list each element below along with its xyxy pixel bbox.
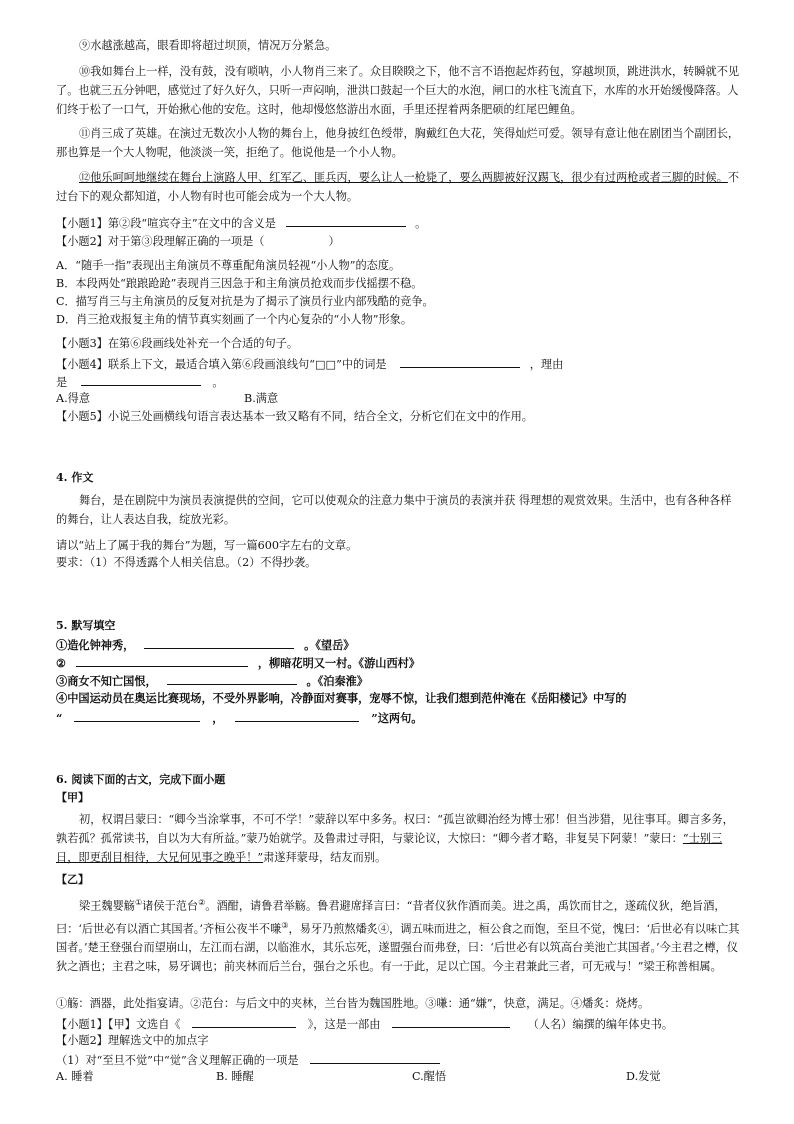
- answer-blank[interactable]: [286, 214, 406, 227]
- essay-prompt: 请以“站上了属于我的舞台”为题，写一篇600字左右的文章。: [56, 539, 358, 552]
- dictation-line-5: “ ， ”这两句。: [56, 711, 423, 725]
- classical-question-2-1: （1）对“至旦不觉”中“觉”含义理解正确的一项是: [56, 1051, 440, 1069]
- answer-blank[interactable]: [235, 709, 359, 722]
- answer-blank[interactable]: [81, 373, 201, 386]
- classical-question-1: 【小题1】【甲】文选自《 》，这是一部由 （人名）编撰的编年体史书。: [56, 1015, 673, 1033]
- question-1: 【小题1】第②段“喧宾夺主”在文中的含义是 。: [56, 214, 426, 232]
- answer-blank[interactable]: [392, 1015, 510, 1028]
- essay-requirements: 要求：（1）不得透露个人相关信息。（2）不得抄袭。: [56, 556, 317, 569]
- question-2-option-a: A．“随手一指”表现出主角演员不尊重配角演员轻视“小人物”的态度。: [56, 259, 401, 272]
- answer-blank[interactable]: [400, 355, 520, 368]
- question-2: 【小题2】对于第③段理解正确的一项是（ ）: [56, 235, 340, 248]
- question-4: 【小题4】联系上下文，最适合填入第⑥段画浪线句“□□”中的词是 ，理由: [56, 355, 563, 373]
- story-paragraph-12-rest: 不过台下的观众都知道，小人物有时也可能会成为一个大人物。: [56, 171, 740, 203]
- question-2-option-d: D．肖三抢戏报复主角的情节真实刻画了一个内心复杂的“小人物”形象。: [56, 313, 413, 326]
- option-a: A. 睡着: [56, 1070, 94, 1083]
- essay-heading: 4. 作文: [56, 471, 94, 484]
- dictation-line-1: ①造化钟神秀， 。《望岳》: [56, 638, 355, 652]
- question-4-line-2: 是 。: [56, 373, 224, 391]
- answer-blank[interactable]: [192, 1015, 296, 1028]
- answer-blank[interactable]: [167, 672, 297, 685]
- story-paragraph-12: [56, 168, 740, 206]
- question-3: 【小题3】在第⑥段画线处补充一个合适的句子。: [56, 337, 299, 350]
- essay-intro: 舞台，是在剧院中为演员表演提供的空间，它可以使观众的注意力集中于演员的表演并获 得理想的观赏效果。生活中，也有各种各样的舞台，让人表达自我，绽放光彩。: [56, 494, 732, 526]
- option-b: B. 睡醒: [216, 1070, 254, 1083]
- answer-blank[interactable]: [76, 654, 248, 667]
- answer-blank[interactable]: [144, 636, 294, 649]
- passage-yi-label: 【乙】: [56, 873, 89, 886]
- answer-blank[interactable]: [310, 1051, 440, 1064]
- classical-options: [56, 1069, 661, 1085]
- option-d: D.发觉: [626, 1070, 661, 1083]
- option-c: C.醒悟: [412, 1070, 447, 1083]
- dictation-line-4: ④中国运动员在奥运比赛现场，不受外界影响，冷静面对赛事，宠辱不惊，让我们想到范仲淹在《岳阳楼记》中写的: [56, 691, 627, 705]
- answer-blank[interactable]: [74, 709, 200, 722]
- story-paragraph-9: ⑨水越涨越高，眼看即将超过坝顶，情况万分紧急。: [79, 39, 337, 52]
- underlined-sentence: ⑫他乐呵呵地继续在舞台上演路人甲、红军乙、匪兵丙，要么让人一枪毙了，要么两脚被好汉踢飞，很少有过两枪或者三脚的时候。: [79, 171, 728, 184]
- question-4-options: A.得意 B.满意: [56, 392, 279, 405]
- classical-question-2: 【小题2】理解选文中的加点字: [56, 1034, 209, 1047]
- dictation-line-3: ③商女不知亡国恨， 。《泊秦淮》: [56, 674, 369, 688]
- underlined-sentence: “士别三日，即更刮目相待，大兄何见事之晚乎！”: [56, 832, 723, 864]
- question-2-option-c: C．描写肖三与主角演员的反复对抗是为了揭示了演员行业内部残酷的竞争。: [56, 295, 434, 308]
- question-5: 【小题5】小说三处画横线句语言表达基本一致又略有不同，结合全文，分析它们在文中的作用。: [56, 410, 533, 423]
- passage-yi: 梁王魏婴觞①诸侯于范台②。酒酣，请鲁君举觞。鲁君避席择言曰：“昔者仪狄作酒而美。进之禹，禹饮而甘之，遂疏仪狄，绝旨酒，曰：‘后世必有以酒亡其国者。’齐桓公夜半不嗛③，易牙乃煎熬燔炙④，调五味而进之，桓公食之而饱，至旦不觉，愧曰：‘后世必有以味亡其国者。’楚王登强台而望崩山，左江而右湖，以临淮水，其乐忘死，遂盟强台而弗登，曰：‘后世必有以筑高台美池亡其国者。’今主君之樽，仪狄之酒也；主君之味，易牙调也；前夹林而后兰台，强台之乐也。有一于此，足以亡国。今主君兼此三者，可无戒与！”梁王称善相属。: [56, 898, 740, 974]
- classical-heading: 6. 阅读下面的古文，完成下面小题: [56, 773, 226, 786]
- question-2-option-b: B．本段两处“踉踉跄跄”表现肖三因急于和主角演员抢戏而步伐摇摆不稳。: [56, 277, 423, 290]
- annotations: ①觞：酒器，此处指宴请。②范台：与后文中的夹林，兰台皆为魏国胜地。③嗛：通“嫌”，快意，满足。④燔炙：烧烤。: [56, 997, 650, 1010]
- dictation-line-2: ② ，柳暗花明又一村。《游山西村》: [56, 656, 421, 670]
- story-paragraph-11: ⑪肖三成了英雄。在演过无数次小人物的舞台上，他身披红色绶带，胸戴红色大花，笑得灿烂可爱。领导有意让他在剧团当个副团长，那也算是一个大人物呢，他淡淡一笑，拒绝了。他说他是一个小人物。: [56, 127, 740, 159]
- passage-jia: 初，权谓吕蒙曰：“卿今当涂掌事，不可不学！”蒙辞以军中多务。权曰：“孤岂欲卿治经为博士邪！但当涉猎，见往事耳。卿言多务，孰若孤？孤常读书，自以为大有所益。”蒙乃始就学。及鲁肃过寻阳，与蒙论议，大惊曰：“卿今者才略，非复吴下阿蒙！”蒙曰：“士别三日，即更刮目相待，大兄何见事之晚乎！”肃遂拜蒙母，结友而别。: [56, 813, 734, 864]
- passage-jia-label: 【甲】: [56, 791, 89, 804]
- story-paragraph-10: ⑩我如舞台上一样，没有鼓，没有唢呐，小人物肖三来了。众目睽睽之下，他不言不语抱起炸药包，穿越坝顶，跳进洪水，转瞬就不见了。也就三五分钟吧，感觉过了好久好久，只听一声闷响，泄洪口鼓起一个巨大的水泡，闸口的水柱飞流直下，水库的水开始缓慢降落。人们终于松了一口气，开始揪心他的安危。这时，他却慢悠悠游出水面，手里还捏着两条肥硕的红尾巴鲤鱼。: [56, 65, 740, 116]
- dictation-heading: 5. 默写填空: [56, 619, 116, 632]
